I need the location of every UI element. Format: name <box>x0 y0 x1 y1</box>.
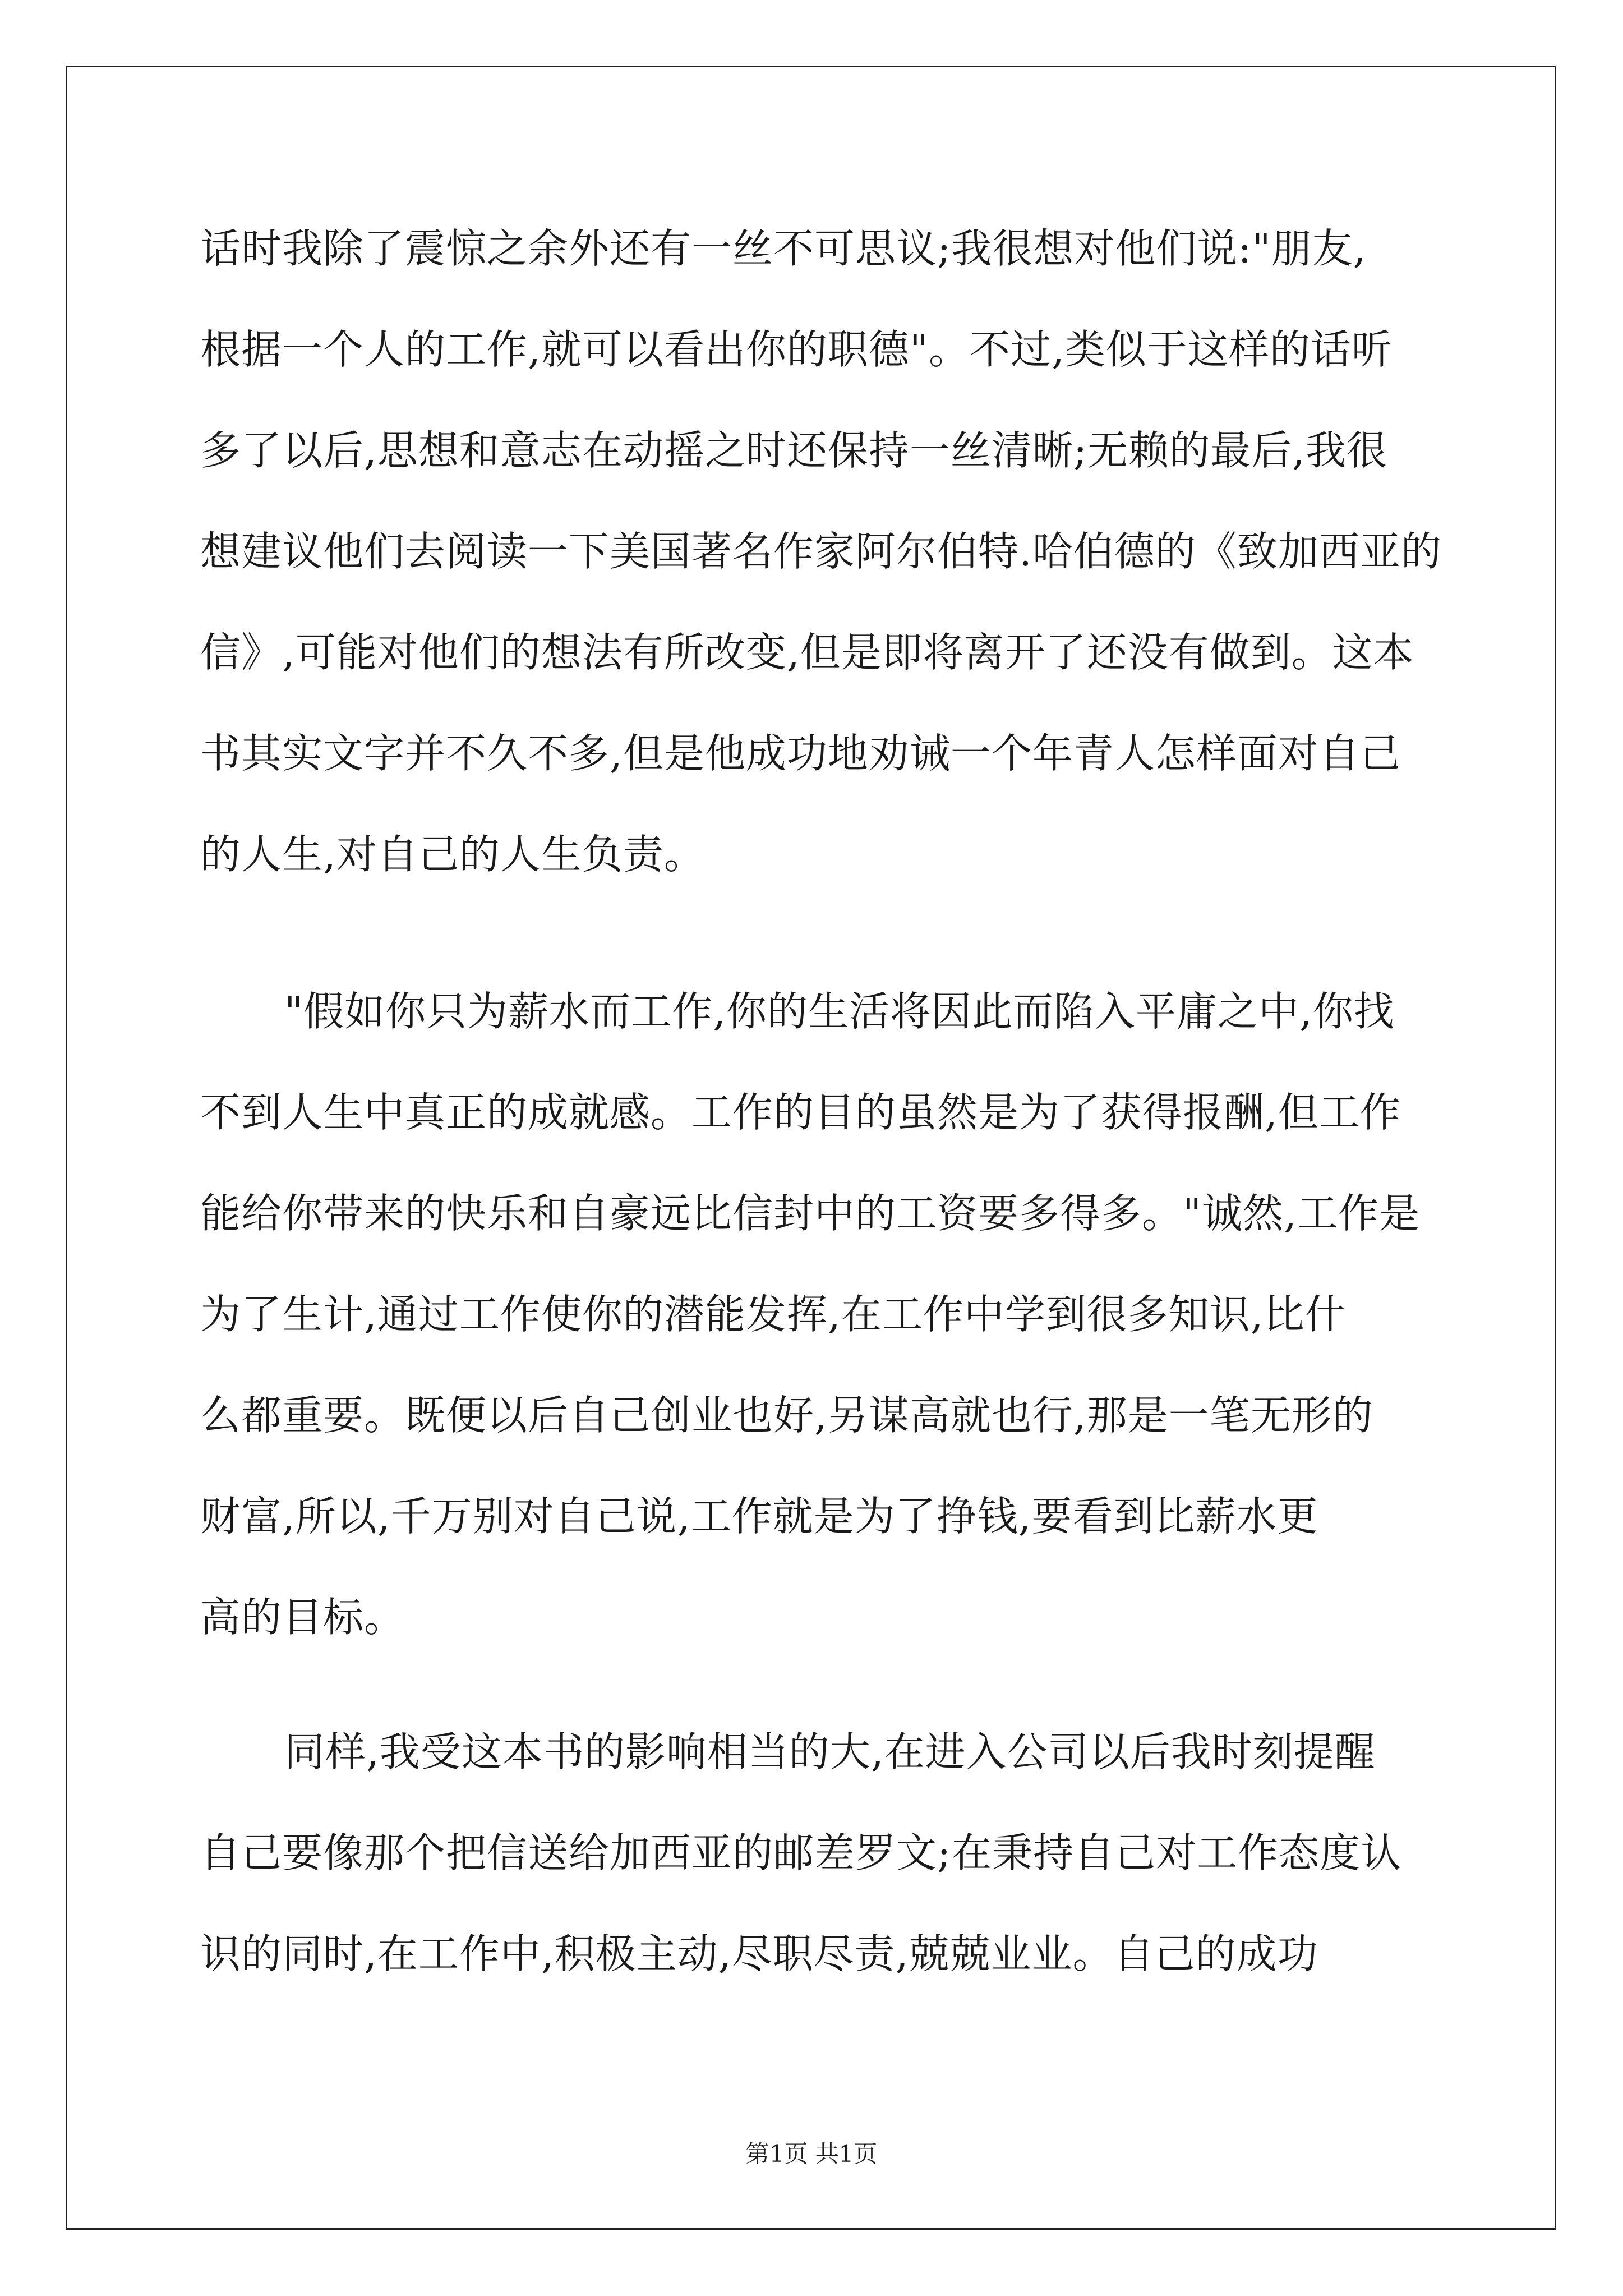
text-line: 识的同时,在工作中,积极主动,尽职尽责,兢兢业业。自己的成功 <box>200 1930 1318 1977</box>
text-line: 书其实文字并不久不多,但是他成功地劝诫一个年青人怎样面对自己 <box>200 730 1401 777</box>
text-line: 高的目标。 <box>200 1594 405 1641</box>
page-border <box>66 66 1556 2230</box>
text-line: 自己要像那个把信送给加西亚的邮差罗文;在秉持自己对工作态度认 <box>200 1829 1402 1876</box>
text-line: 根据一个人的工作,就可以看出你的职德"。不过,类似于这样的话听 <box>200 326 1393 373</box>
text-line: 话时我除了震惊之余外还有一丝不可思议;我很想对他们说:"朋友, <box>200 225 1367 272</box>
text-line: 财富,所以,千万别对自己说,工作就是为了挣钱,要看到比薪水更 <box>200 1493 1318 1540</box>
text-line: 能给你带来的快乐和自豪远比信封中的工资要多得多。"诚然,工作是 <box>200 1190 1421 1237</box>
text-line: 多了以后,思想和意志在动摇之时还保持一丝清晰;无赖的最后,我很 <box>200 427 1388 474</box>
page-footer: 第1页 共1页 <box>745 2140 878 2168</box>
text-line: 为了生计,通过工作使你的潜能发挥,在工作中学到很多知识,比什 <box>200 1291 1346 1338</box>
text-line: 信》,可能对他们的想法有所改变,但是即将离开了还没有做到。这本 <box>200 629 1414 676</box>
text-line: 想建议他们去阅读一下美国著名作家阿尔伯特.哈伯德的《致加西亚的 <box>200 528 1442 575</box>
text-line: 同样,我受这本书的影响相当的大,在进入公司以后我时刻提醒 <box>284 1728 1376 1775</box>
text-line: "假如你只为薪水而工作,你的生活将因此而陷入平庸之中,你找 <box>284 988 1395 1035</box>
text-line: 不到人生中真正的成就感。工作的目的虽然是为了获得报酬,但工作 <box>200 1089 1401 1136</box>
text-line: 么都重要。既便以后自己创业也好,另谋高就也行,那是一笔无形的 <box>200 1392 1373 1439</box>
text-line: 的人生,对自己的人生负责。 <box>200 831 705 878</box>
